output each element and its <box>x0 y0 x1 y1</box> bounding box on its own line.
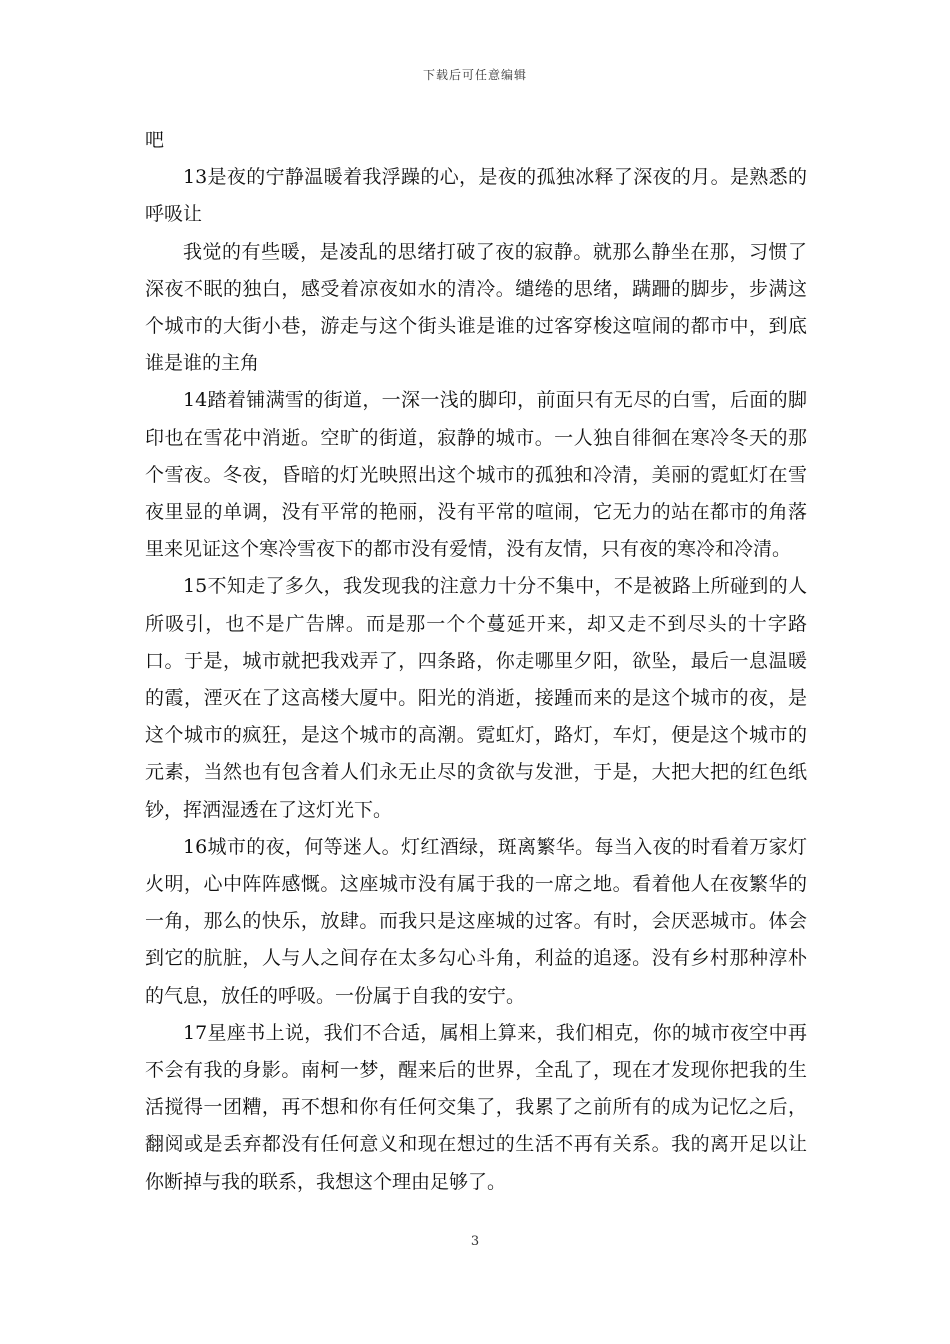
page-header: 下载后可任意编辑 <box>422 68 527 82</box>
paragraph-17: 17星座书上说，我们不合适，属相上算来，我们相克，你的城市夜空中再不会有我的身影。南柯一梦，醒来后的世界，全乱了，现在才发现你把我的生活搅得一团糟，再不想和你有任何交集了，我累了之前所有的成为记忆之后，翻阅或是丢弃都没有任何意义和现在想过的生活不再有关系。我的离开足以让你断掉与我的联系，我想这个理由足够了。 <box>145 1021 807 1193</box>
page-number: 3 <box>470 1234 480 1249</box>
paragraph-continuation: 吧 <box>145 129 165 151</box>
paragraph-13: 13是夜的宁静温暖着我浮躁的心，是夜的孤独冰释了深夜的月。是熟悉的呼吸让 <box>145 166 807 226</box>
paragraph-14: 14踏着铺满雪的街道，一深一浅的脚印，前面只有无尽的白雪，后面的脚印也在雪花中消逝。空旷的街道，寂静的城市。一人独自徘徊在寒冷冬天的那个雪夜。冬夜，昏暗的灯光映照出这个城市的孤独和冷清，美丽的霓虹灯在雪夜里显的单调，没有平常的艳丽，没有平常的喧闹，它无力的站在都市的角落里来见证这个寒冷雪夜下的都市没有爱情，没有友情，只有夜的寒冷和冷清。 <box>145 389 807 561</box>
paragraph-13-continued: 我觉的有些暖，是凌乱的思绪打破了夜的寂静。就那么静坐在那，习惯了深夜不眠的独白，感受着凉夜如水的清冷。缱绻的思绪，蹒跚的脚步，步满这个城市的大街小巷，游走与这个街头谁是谁的过客穿梭这喧闹的都市中，到底谁是谁的主角 <box>145 240 807 375</box>
paragraph-16: 16城市的夜，何等迷人。灯红酒绿，斑离繁华。每当入夜的时看着万家灯火明，心中阵阵感慨。这座城市没有属于我的一席之地。看着他人在夜繁华的一角，那么的快乐，放肆。而我只是这座城的过客。有时，会厌恶城市。体会到它的肮脏，人与人之间存在太多勾心斗角，利益的追逐。没有乡村那种淳朴的气息，放任的呼吸。一份属于自我的安宁。 <box>145 835 807 1007</box>
paragraph-15: 15不知走了多久，我发现我的注意力十分不集中，不是被路上所碰到的人所吸引，也不是广告牌。而是那一个个蔓延开来，却又走不到尽头的十字路口。于是，城市就把我戏弄了，四条路，你走哪里夕阳，欲坠，最后一息温暖的霞，湮灭在了这高楼大厦中。阳光的消逝，接踵而来的是这个城市的夜，是这个城市的疯狂，是这个城市的高潮。霓虹灯，路灯，车灯，便是这个城市的元素，当然也有包含着人们永无止尽的贪欲与发泄，于是，大把大把的红色纸钞，挥洒湿透在了这灯光下。 <box>145 575 807 821</box>
document-body <box>145 122 807 1201</box>
